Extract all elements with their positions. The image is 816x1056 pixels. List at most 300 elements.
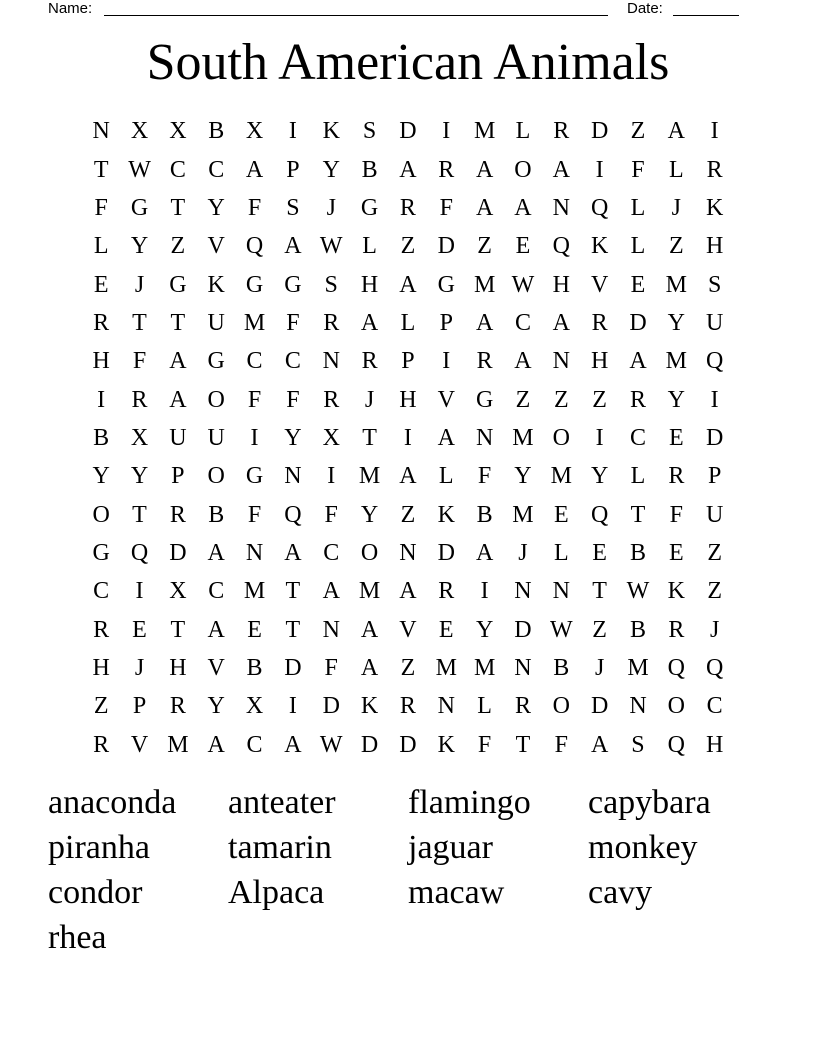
- grid-letter: L: [553, 539, 569, 566]
- grid-letter: L: [438, 463, 454, 490]
- grid-letter: P: [171, 463, 185, 490]
- grid-letter: A: [475, 194, 494, 221]
- grid-letter: W: [549, 616, 573, 643]
- grid-letter: A: [399, 156, 417, 183]
- grid-letter: A: [552, 156, 570, 183]
- grid-letter: K: [590, 233, 609, 260]
- grid-letter: Y: [667, 309, 685, 336]
- grid-letter: J: [364, 386, 375, 413]
- grid-letter: Y: [207, 693, 225, 720]
- grid-letter: V: [207, 654, 225, 681]
- grid-letter: K: [360, 693, 379, 720]
- grid-letter: A: [207, 616, 225, 643]
- grid-letter: I: [710, 386, 719, 413]
- word-list-item: piranha: [48, 829, 150, 866]
- grid-letter: B: [629, 539, 646, 566]
- grid-letter: F: [631, 156, 645, 183]
- page-title: South American Animals: [146, 34, 670, 91]
- grid-letter: N: [552, 194, 570, 221]
- grid-letter: I: [97, 386, 106, 413]
- grid-letter: C: [514, 309, 531, 336]
- grid-letter: O: [552, 424, 570, 451]
- grid-letter: Y: [475, 616, 494, 643]
- grid-letter: R: [514, 693, 531, 720]
- grid-letter: R: [706, 156, 723, 183]
- grid-letter: R: [668, 463, 685, 490]
- grid-letter: C: [93, 578, 110, 605]
- grid-letter: R: [476, 348, 493, 375]
- grid-letter: R: [169, 693, 186, 720]
- grid-letter: Z: [592, 616, 607, 643]
- grid-letter: C: [706, 693, 723, 720]
- grid-letter: H: [706, 233, 724, 260]
- grid-letter: H: [360, 271, 379, 298]
- grid-row: [82, 649, 734, 687]
- grid-letter: U: [207, 424, 225, 451]
- grid-letter: Z: [93, 693, 109, 720]
- grid-letter: R: [629, 386, 646, 413]
- grid-letter: C: [246, 348, 263, 375]
- word-list-item: flamingo: [408, 784, 531, 821]
- grid-letter: N: [552, 578, 570, 605]
- grid-letter: M: [665, 271, 687, 298]
- grid-letter: J: [326, 194, 336, 221]
- grid-letter: A: [399, 463, 417, 490]
- grid-row: [82, 419, 734, 457]
- grid-letter: W: [626, 578, 650, 605]
- grid-letter: N: [245, 539, 264, 566]
- name-label: Name:: [48, 0, 93, 17]
- grid-letter: Z: [400, 654, 416, 681]
- grid-letter: H: [399, 386, 417, 413]
- grid-letter: A: [207, 731, 225, 758]
- grid-letter: F: [324, 654, 338, 681]
- grid-letter: J: [134, 654, 145, 681]
- grid-letter: I: [288, 118, 297, 145]
- grid-letter: U: [169, 424, 187, 451]
- grid-letter: N: [437, 693, 455, 720]
- grid-letter: V: [590, 271, 609, 298]
- grid-letter: M: [435, 654, 457, 681]
- grid-letter: X: [245, 118, 264, 145]
- grid-letter: R: [553, 118, 570, 145]
- grid-letter: R: [93, 616, 110, 643]
- grid-letter: O: [360, 539, 379, 566]
- grid-letter: G: [130, 194, 149, 221]
- grid-letter: A: [667, 118, 685, 145]
- grid-letter: R: [169, 501, 186, 528]
- grid-letter: I: [595, 424, 604, 451]
- grid-letter: W: [511, 271, 535, 298]
- grid-letter: R: [323, 386, 340, 413]
- grid-letter: M: [550, 463, 572, 490]
- grid-letter: V: [130, 731, 149, 758]
- grid-letter: F: [324, 501, 338, 528]
- grid-letter: X: [169, 118, 187, 145]
- grid-letter: B: [246, 654, 263, 681]
- grid-row: [82, 380, 734, 418]
- grid-letter: E: [592, 539, 607, 566]
- grid-letter: A: [284, 233, 302, 260]
- grid-letter: R: [323, 309, 340, 336]
- grid-letter: H: [92, 654, 110, 681]
- grid-letter: M: [627, 654, 649, 681]
- grid-letter: A: [169, 386, 187, 413]
- grid-letter: R: [438, 578, 455, 605]
- grid-letter: A: [360, 309, 379, 336]
- grid-letter: A: [360, 616, 379, 643]
- grid-letter: Z: [477, 233, 492, 260]
- grid-letter: T: [515, 731, 531, 758]
- grid-letter: I: [710, 118, 719, 145]
- grid-letter: O: [207, 463, 225, 490]
- grid-letter: Q: [245, 233, 264, 260]
- word-list-item: cavy: [588, 874, 653, 911]
- grid-letter: K: [667, 578, 685, 605]
- grid-letter: C: [246, 731, 263, 758]
- grid-row: [82, 150, 734, 188]
- grid-letter: R: [399, 194, 416, 221]
- grid-letter: Q: [667, 731, 685, 758]
- grid-letter: S: [324, 271, 338, 298]
- grid-letter: M: [243, 578, 266, 605]
- grid-letter: A: [322, 578, 340, 605]
- grid-letter: D: [437, 233, 455, 260]
- grid-letter: Z: [668, 233, 684, 260]
- grid-letter: B: [208, 501, 225, 528]
- grid-letter: A: [284, 731, 302, 758]
- grid-letter: K: [437, 731, 455, 758]
- grid-letter: H: [92, 348, 110, 375]
- grid-letter: Y: [322, 156, 340, 183]
- grid-letter: B: [476, 501, 493, 528]
- grid-letter: Z: [553, 386, 569, 413]
- grid-letter: J: [518, 539, 528, 566]
- grid-letter: F: [247, 501, 262, 528]
- grid-letter: E: [668, 424, 684, 451]
- grid-letter: D: [706, 424, 724, 451]
- grid-letter: A: [437, 424, 455, 451]
- grid-letter: P: [707, 463, 722, 490]
- grid-letter: S: [707, 271, 722, 298]
- grid-letter: R: [93, 731, 110, 758]
- word-list-item: condor: [48, 874, 143, 911]
- grid-letter: N: [322, 348, 340, 375]
- grid-letter: X: [130, 118, 149, 145]
- grid-letter: I: [288, 693, 297, 720]
- grid-letter: A: [360, 654, 379, 681]
- word-list-item: anteater: [228, 784, 336, 821]
- grid-letter: L: [400, 309, 416, 336]
- grid-letter: P: [439, 309, 453, 336]
- grid-letter: D: [590, 118, 609, 145]
- grid-letter: M: [167, 731, 189, 758]
- grid-letter: I: [250, 424, 259, 451]
- grid-letter: E: [668, 539, 684, 566]
- grid-letter: Q: [706, 348, 724, 375]
- grid-letter: Y: [92, 463, 110, 490]
- grid-letter: T: [132, 309, 147, 336]
- grid-letter: T: [362, 424, 377, 451]
- grid-letter: R: [399, 693, 416, 720]
- word-list: [48, 780, 768, 960]
- grid-letter: F: [477, 463, 492, 490]
- grid-letter: M: [512, 424, 534, 451]
- grid-letter: E: [553, 501, 569, 528]
- grid-letter: I: [442, 348, 451, 375]
- grid-letter: V: [399, 616, 417, 643]
- grid-letter: V: [437, 386, 455, 413]
- grid-letter: E: [132, 616, 147, 643]
- grid-letter: L: [630, 194, 646, 221]
- word-list-item: jaguar: [408, 829, 493, 866]
- grid-letter: N: [629, 693, 647, 720]
- grid-letter: Z: [707, 539, 722, 566]
- grid-letter: T: [285, 616, 301, 643]
- grid-letter: E: [630, 271, 646, 298]
- grid-letter: B: [93, 424, 110, 451]
- grid-letter: Z: [707, 578, 722, 605]
- grid-letter: I: [595, 156, 604, 183]
- grid-row: [82, 265, 734, 303]
- grid-letter: A: [169, 348, 187, 375]
- grid-letter: P: [286, 156, 300, 183]
- grid-letter: F: [247, 194, 262, 221]
- grid-letter: B: [361, 156, 378, 183]
- grid-letter: C: [208, 156, 225, 183]
- grid-row: [82, 342, 734, 380]
- grid-row: [82, 572, 734, 610]
- grid-letter: N: [399, 539, 417, 566]
- grid-letter: P: [401, 348, 415, 375]
- grid-letter: S: [362, 118, 377, 145]
- grid-letter: Y: [360, 501, 379, 528]
- grid-letter: D: [399, 118, 417, 145]
- grid-row: [82, 227, 734, 265]
- grid-letter: Q: [284, 501, 302, 528]
- grid-letter: X: [169, 578, 187, 605]
- grid-letter: D: [322, 693, 340, 720]
- grid-row: [82, 534, 734, 572]
- grid-letter: H: [169, 654, 187, 681]
- date-label: Date:: [627, 0, 663, 17]
- grid-letter: F: [286, 309, 300, 336]
- grid-letter: E: [438, 616, 454, 643]
- grid-letter: B: [629, 616, 646, 643]
- grid-letter: K: [322, 118, 340, 145]
- grid-letter: T: [93, 156, 109, 183]
- grid-letter: M: [243, 309, 266, 336]
- grid-letter: N: [552, 348, 570, 375]
- grid-letter: U: [706, 309, 724, 336]
- grid-letter: H: [706, 731, 724, 758]
- grid-letter: U: [706, 501, 724, 528]
- grid-letter: S: [286, 194, 300, 221]
- grid-letter: X: [322, 424, 340, 451]
- grid-letter: A: [475, 539, 494, 566]
- grid-letter: D: [399, 731, 417, 758]
- grid-letter: M: [358, 578, 381, 605]
- grid-letter: C: [323, 539, 340, 566]
- grid-letter: F: [439, 194, 453, 221]
- grid-letter: Z: [400, 233, 416, 260]
- grid-letter: T: [285, 578, 301, 605]
- grid-letter: R: [668, 616, 685, 643]
- grid-letter: G: [437, 271, 455, 298]
- grid-row: [82, 687, 734, 725]
- grid-letter: A: [245, 156, 264, 183]
- grid-letter: Z: [592, 386, 607, 413]
- grid-letter: A: [475, 309, 494, 336]
- grid-letter: N: [92, 118, 110, 145]
- grid-letter: M: [512, 501, 534, 528]
- grid-letter: R: [591, 309, 608, 336]
- grid-row: [82, 457, 734, 495]
- word-list-item: macaw: [408, 874, 505, 911]
- grid-letter: F: [94, 194, 108, 221]
- grid-letter: D: [169, 539, 187, 566]
- grid-letter: F: [554, 731, 568, 758]
- grid-letter: W: [319, 233, 343, 260]
- grid-letter: G: [245, 463, 264, 490]
- grid-letter: E: [247, 616, 262, 643]
- grid-letter: H: [552, 271, 570, 298]
- grid-letter: A: [284, 539, 302, 566]
- grid-row: [82, 610, 734, 648]
- grid-letter: F: [132, 348, 147, 375]
- grid-letter: G: [245, 271, 264, 298]
- grid-letter: Q: [667, 654, 685, 681]
- word-list-item: rhea: [48, 919, 107, 956]
- grid-letter: Y: [284, 424, 302, 451]
- grid-letter: G: [284, 271, 302, 298]
- date-blank-line: [673, 15, 739, 16]
- grid-letter: D: [629, 309, 647, 336]
- grid-letter: I: [480, 578, 489, 605]
- grid-letter: Z: [630, 118, 646, 145]
- worksheet-header: [0, 0, 816, 20]
- grid-letter: X: [130, 424, 149, 451]
- grid-letter: N: [514, 654, 532, 681]
- word-list-item: Alpaca: [228, 874, 325, 911]
- grid-letter: K: [706, 194, 724, 221]
- grid-letter: O: [92, 501, 110, 528]
- grid-letter: N: [284, 463, 302, 490]
- grid-letter: D: [590, 693, 609, 720]
- grid-letter: G: [169, 271, 187, 298]
- grid-letter: Q: [130, 539, 149, 566]
- grid-letter: G: [207, 348, 225, 375]
- word-list-item: capybara: [588, 784, 711, 821]
- grid-letter: L: [668, 156, 684, 183]
- grid-letter: A: [207, 539, 225, 566]
- grid-letter: C: [169, 156, 186, 183]
- grid-letter: L: [362, 233, 377, 260]
- grid-letter: M: [473, 271, 496, 298]
- grid-letter: A: [552, 309, 570, 336]
- grid-letter: A: [475, 156, 494, 183]
- grid-letter: Q: [590, 501, 609, 528]
- word-list-item: tamarin: [228, 829, 332, 866]
- grid-letter: Z: [400, 501, 416, 528]
- grid-row: [82, 189, 734, 227]
- grid-letter: D: [284, 654, 302, 681]
- word-list-item: monkey: [588, 829, 698, 866]
- grid-letter: R: [361, 348, 378, 375]
- grid-letter: I: [442, 118, 451, 145]
- grid-letter: Y: [590, 463, 609, 490]
- grid-letter: J: [594, 654, 605, 681]
- grid-letter: D: [360, 731, 379, 758]
- grid-letter: O: [552, 693, 570, 720]
- grid-letter: G: [360, 194, 379, 221]
- grid-letter: A: [399, 271, 417, 298]
- grid-letter: Y: [130, 233, 149, 260]
- grid-letter: U: [207, 309, 225, 336]
- grid-letter: S: [631, 731, 645, 758]
- grid-letter: T: [170, 309, 186, 336]
- grid-letter: R: [438, 156, 455, 183]
- grid-letter: R: [93, 309, 110, 336]
- grid-letter: O: [514, 156, 532, 183]
- grid-letter: T: [592, 578, 607, 605]
- grid-letter: Z: [170, 233, 186, 260]
- word-list-item: anaconda: [48, 784, 177, 821]
- grid-letter: D: [514, 616, 532, 643]
- grid-letter: O: [667, 693, 685, 720]
- grid-letter: J: [671, 194, 681, 221]
- grid-letter: J: [134, 271, 145, 298]
- grid-letter: V: [207, 233, 225, 260]
- word-search-grid: [82, 112, 734, 764]
- grid-letter: T: [630, 501, 646, 528]
- grid-letter: X: [245, 693, 264, 720]
- grid-letter: O: [207, 386, 225, 413]
- grid-letter: F: [286, 386, 300, 413]
- grid-letter: B: [208, 118, 225, 145]
- grid-letter: P: [132, 693, 147, 720]
- grid-letter: K: [437, 501, 455, 528]
- grid-letter: F: [477, 731, 492, 758]
- grid-letter: W: [319, 731, 343, 758]
- grid-letter: Q: [706, 654, 724, 681]
- grid-letter: L: [630, 463, 646, 490]
- grid-letter: E: [93, 271, 109, 298]
- grid-letter: C: [629, 424, 646, 451]
- grid-letter: A: [399, 578, 417, 605]
- grid-letter: Y: [207, 194, 225, 221]
- grid-letter: A: [629, 348, 647, 375]
- grid-letter: N: [475, 424, 494, 451]
- grid-letter: M: [358, 463, 381, 490]
- grid-letter: Y: [514, 463, 532, 490]
- grid-letter: G: [475, 386, 494, 413]
- grid-letter: L: [477, 693, 492, 720]
- grid-letter: C: [208, 578, 225, 605]
- grid-letter: Q: [590, 194, 609, 221]
- grid-row: [82, 112, 734, 150]
- grid-letter: A: [514, 194, 532, 221]
- grid-letter: C: [284, 348, 301, 375]
- grid-letter: L: [630, 233, 646, 260]
- grid-letter: I: [135, 578, 144, 605]
- grid-letter: W: [128, 156, 151, 183]
- grid-letter: A: [590, 731, 609, 758]
- grid-letter: E: [515, 233, 531, 260]
- grid-letter: R: [131, 386, 148, 413]
- grid-letter: T: [170, 616, 186, 643]
- grid-letter: D: [437, 539, 455, 566]
